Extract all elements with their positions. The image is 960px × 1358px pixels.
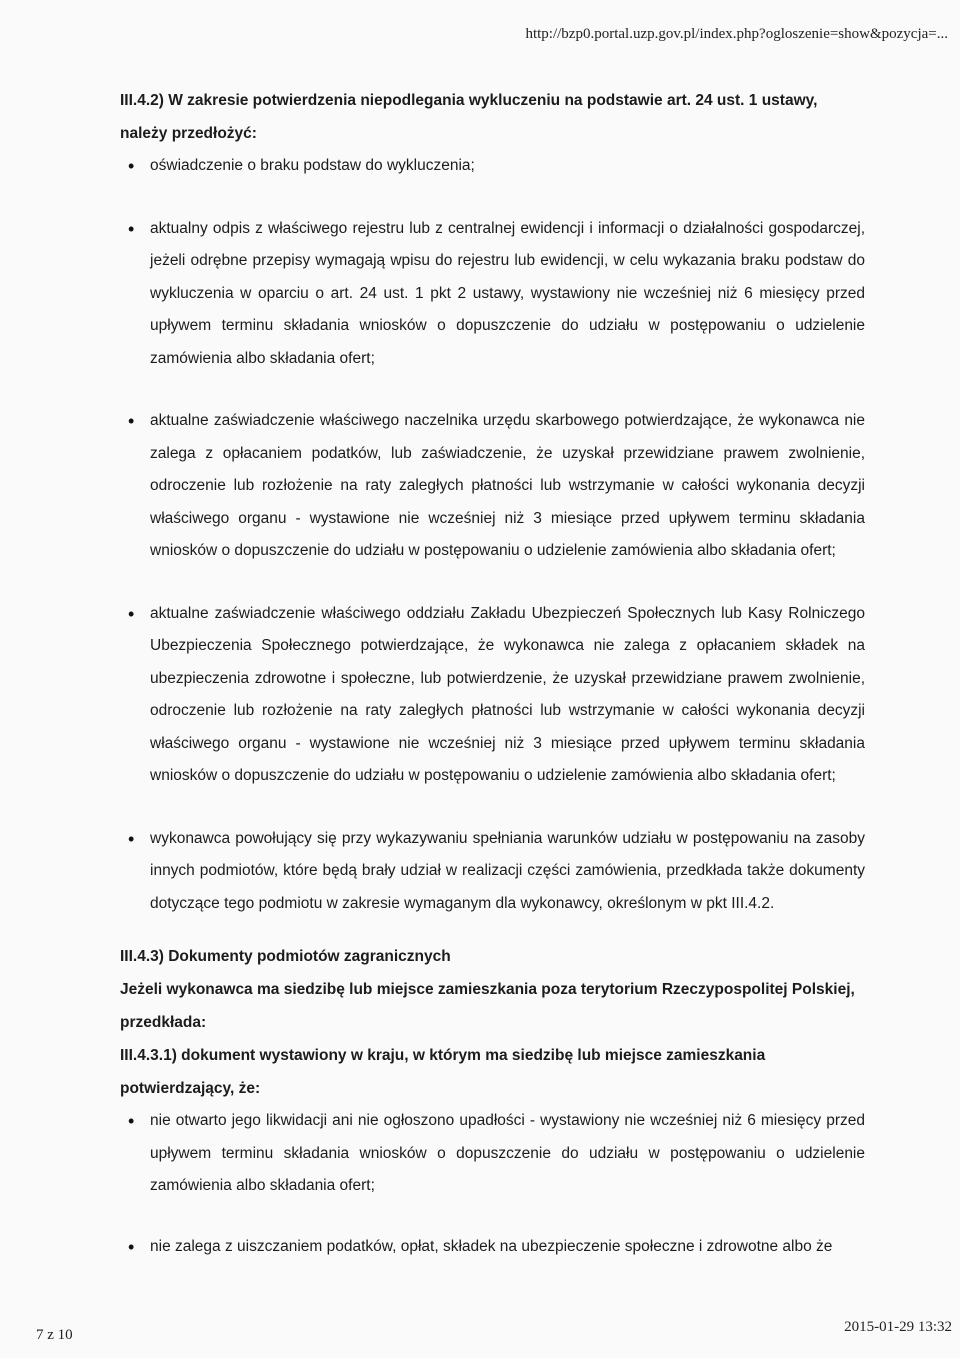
sub-heading-iii-4-3-1: III.4.3.1) dokument wystawiony w kraju, w którym ma siedzibę lub miejsce zamieszkania potwierdzający, że:	[120, 1047, 766, 1097]
list-item: • aktualny odpis z właściwego rejestru lub z centralnej ewidencji i informacji o działalności gospodarczej, jeżeli odrębne przepisy wymagają wpisu do rejestru lub ewidencji, w celu wykazania braku podstaw do wykluczenia w oparciu o art. 24 ust. 1 pkt 2 ustawy, wystawiony nie wcześniej niż 6 miesięcy przed upływem terminu składania wniosków o dopuszczenie do udziału w postępowaniu o udzielenie zamówienia albo składania ofert;	[120, 213, 865, 376]
section-heading-iii-4-2: III.4.2) W zakresie potwierdzenia niepodlegania wykluczeniu na podstawie art. 24 ust. 1 ustawy, należy przedłożyć:	[120, 92, 818, 142]
print-datetime: 2015-01-29 13:32	[844, 1319, 952, 1335]
list-item: • wykonawca powołujący się przy wykazywaniu spełniania warunków udziału w postępowaniu na zasoby innych podmiotów, które będą brały udział w realizacji części zamówienia, przedkłada także dokumenty dotyczące tego podmiotu w zakresie wymaganym dla wykonawcy, określonym w pkt III.4.2.	[120, 823, 865, 921]
section-intro: Jeżeli wykonawca ma siedzibę lub miejsce zamieszkania poza terytorium Rzeczypospolitej Polskiej, przedkłada:	[120, 981, 855, 1031]
list-item: • aktualne zaświadczenie właściwego oddziału Zakładu Ubezpieczeń Społecznych lub Kasy Rolniczego Ubezpieczenia Społecznego potwierdzające, że wykonawca nie zalega z opłacaniem składek na ubezpieczenia zdrowotne i społeczne, lub potwierdzenie, że uzyskał przewidziane prawem zwolnienie, odroczenie lub rozłożenie na raty zaległych płatności lub wstrzymanie w całości wykonania decyzji właściwego organu - wystawione nie wcześniej niż 3 miesiące przed upływem terminu składania wniosków o dopuszczenie do udziału w postępowaniu o udzielenie zamówienia albo składania ofert;	[120, 598, 865, 793]
document-content	[120, 84, 865, 1291]
foreign-documents-list	[120, 1105, 865, 1263]
section-heading-iii-4-3: III.4.3) Dokumenty podmiotów zagranicznych	[120, 948, 451, 965]
page-number: 7 z 10	[36, 1327, 73, 1343]
section-iii-4-3	[120, 940, 865, 1263]
requirements-list	[120, 150, 865, 920]
list-item: • nie zalega z uiszczaniem podatków, opłat, składek na ubezpieczenie społeczne i zdrowotne albo że	[120, 1231, 865, 1264]
header-url: http://bzp0.portal.uzp.gov.pl/index.php?ogloszenie=show&pozycja=...	[525, 26, 948, 42]
list-item: • aktualne zaświadczenie właściwego naczelnika urzędu skarbowego potwierdzające, że wykonawca nie zalega z opłacaniem podatków, lub zaświadczenie, że uzyskał przewidziane prawem zwolnienie, odroczenie lub rozłożenie na raty zaległych płatności lub wstrzymanie w całości wykonania decyzji właściwego organu - wystawione nie wcześniej niż 3 miesiące przed upływem terminu składania wniosków o dopuszczenie do udziału w postępowaniu o udzielenie zamówienia albo składania ofert;	[120, 405, 865, 568]
list-item: • oświadczenie o braku podstaw do wykluczenia;	[120, 150, 865, 183]
list-item: • nie otwarto jego likwidacji ani nie ogłoszono upadłości - wystawiony nie wcześniej niż 6 miesięcy przed upływem terminu składania wniosków o dopuszczenie do udziału w postępowaniu o udzielenie zamówienia albo składania ofert;	[120, 1105, 865, 1203]
